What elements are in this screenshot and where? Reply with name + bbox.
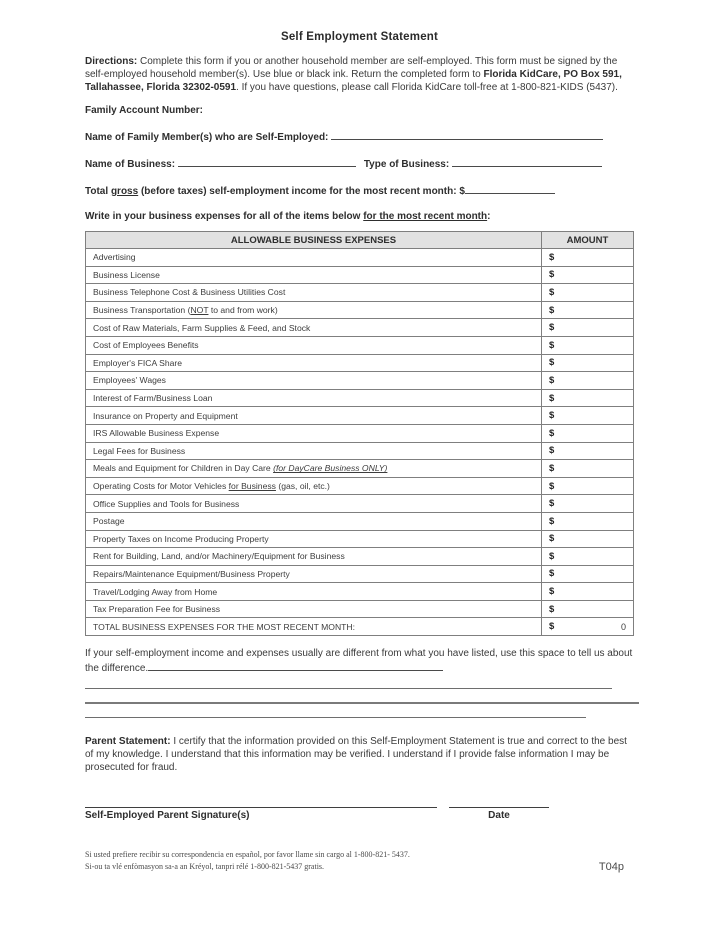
- expense-row: [86, 495, 634, 513]
- family-members-field: [85, 129, 634, 144]
- text-segment: Family Account Number:: [85, 105, 203, 116]
- text-segment: gross: [110, 186, 139, 197]
- expense-label: [86, 372, 542, 390]
- text-segment: Write in your business expenses for all of the items below: [85, 211, 364, 222]
- text-segment: Property Taxes on Income Producing Property: [93, 533, 269, 544]
- dollar-sign: $: [549, 322, 555, 334]
- expense-amount-cell: [542, 495, 634, 513]
- text-segment: :: [487, 211, 491, 222]
- form-code: T04p: [598, 861, 624, 874]
- page-content: [85, 0, 634, 873]
- expense-amount-cell: [542, 284, 634, 302]
- expense-row: [86, 372, 634, 390]
- expense-row: [86, 354, 634, 372]
- expense-label: [86, 600, 542, 618]
- expense-label: [86, 442, 542, 460]
- text-segment: Complete this form if you or another household member are self-employed. This form must be signed by the self-employed household member(s). Use blue or black ink. Return the completed form to: [85, 56, 618, 80]
- write-in-line-2: [85, 702, 639, 704]
- dollar-sign: $: [549, 533, 555, 545]
- fill-in-blank: [331, 129, 603, 140]
- text-segment: Postage: [93, 516, 125, 527]
- dollar-sign: $: [549, 410, 555, 422]
- dollar-sign: $: [549, 392, 555, 404]
- text-segment: Directions:: [85, 56, 138, 67]
- expense-label: [86, 424, 542, 442]
- amount-column-header: AMOUNT: [542, 232, 634, 249]
- business-name-type-field: [85, 156, 634, 171]
- expenses-column-header: ALLOWABLE BUSINESS EXPENSES: [86, 232, 542, 249]
- text-segment: Employer's FICA Share: [93, 357, 183, 368]
- dollar-sign: $: [549, 427, 555, 439]
- expense-row: [86, 336, 634, 354]
- total-amount-value: 0: [620, 621, 626, 632]
- text-segment: Total: [85, 186, 111, 197]
- expense-row: [86, 266, 634, 284]
- expense-label: [86, 354, 542, 372]
- text-segment: Business License: [93, 269, 160, 280]
- text-segment: for the most recent month: [363, 211, 488, 222]
- difference-paragraph: [85, 647, 634, 675]
- text-segment: Insurance on Property and Equipment: [93, 410, 238, 421]
- dollar-sign: $: [549, 603, 555, 615]
- dollar-sign: $: [549, 498, 555, 510]
- expense-row: [86, 301, 634, 319]
- gross-income-field: [85, 183, 634, 198]
- expense-amount-cell: [542, 583, 634, 601]
- text-segment: IRS Allowable Business Expense: [93, 428, 220, 439]
- expense-label: [86, 284, 542, 302]
- expense-row: [86, 319, 634, 337]
- expense-row: [86, 389, 634, 407]
- expense-row: [86, 407, 634, 425]
- expense-row: [86, 460, 634, 478]
- expense-amount-cell: [542, 424, 634, 442]
- family-account-number-label: [85, 104, 634, 117]
- expense-amount-cell: [542, 249, 634, 267]
- text-segment: (for DayCare Business ONLY): [273, 463, 388, 474]
- text-segment: for Business: [228, 481, 276, 492]
- write-in-line-1: [85, 688, 612, 689]
- language-notes: [85, 849, 410, 873]
- expense-label: [86, 389, 542, 407]
- expense-label: [86, 565, 542, 583]
- expense-amount-cell: [542, 389, 634, 407]
- expense-amount-cell: [542, 460, 634, 478]
- expense-amount-cell: [542, 319, 634, 337]
- expense-amount-cell: [542, 442, 634, 460]
- text-segment: TOTAL BUSINESS EXPENSES FOR THE MOST RECENT MONTH:: [93, 621, 355, 632]
- text-segment: Florida KidCare, PO Box 591, Tallahassee, Florida 32302-0591: [85, 69, 622, 93]
- fill-in-blank: [465, 183, 555, 194]
- dollar-sign: $: [549, 286, 555, 298]
- dollar-sign: $: [549, 445, 555, 457]
- parent-statement-paragraph: [85, 735, 634, 774]
- text-segment: Rent for Building, Land, and/or Machinery/Equipment for Business: [93, 551, 345, 562]
- text-segment: NOT: [190, 305, 209, 316]
- expense-amount-cell: [542, 512, 634, 530]
- page-footer: [85, 849, 634, 873]
- text-segment: I certify that the information provided on this Self-Employment Statement is true and correct to the best of my knowledge. I understand that this information may be verified. I understand if I provide false information I may be prosecuted for fraud.: [85, 736, 627, 774]
- signature-row: [85, 796, 634, 808]
- expense-amount-cell: [542, 565, 634, 583]
- expense-row: [86, 424, 634, 442]
- text-segment: Interest of Farm/Business Loan: [93, 393, 213, 404]
- expense-row: [86, 583, 634, 601]
- dollar-sign: $: [549, 586, 555, 598]
- dollar-sign: $: [549, 374, 555, 386]
- expense-label: [86, 266, 542, 284]
- dollar-sign: $: [549, 568, 555, 580]
- expense-label: [86, 407, 542, 425]
- text-segment: Type of Business:: [363, 159, 452, 170]
- dollar-sign: $: [549, 269, 555, 281]
- text-segment: Employees' Wages: [93, 375, 166, 386]
- text-segment: Office Supplies and Tools for Business: [93, 498, 240, 509]
- expense-label: [86, 301, 542, 319]
- expense-label: [86, 319, 542, 337]
- dollar-sign: $: [549, 304, 555, 316]
- dollar-sign: $: [549, 339, 555, 351]
- expense-amount-cell: [542, 372, 634, 390]
- expense-label: [86, 512, 542, 530]
- fill-in-blank: [148, 660, 443, 671]
- text-segment: Operating Costs for Motor Vehicles: [93, 481, 229, 492]
- creole-note: Si-ou ta vlé enfòmasyon sa-a an Kréyol, tanpri rélé 1-800-821-5437 gratis.: [85, 862, 325, 872]
- expense-amount-cell: [542, 477, 634, 495]
- text-segment: (before taxes) self-employment income for the most recent month: $: [138, 186, 465, 197]
- text-segment: Cost of Employees Benefits: [93, 340, 199, 351]
- page-title: Self Employment Statement: [280, 31, 439, 43]
- expense-label: [86, 548, 542, 566]
- date-line: [449, 796, 549, 808]
- expense-amount-cell: [542, 266, 634, 284]
- text-segment: Name of Business:: [85, 159, 178, 170]
- spanish-note: Si usted prefiere recibir su correspondencia en español, por favor llame sin cargo al 1-800-821- 5437.: [85, 850, 410, 860]
- dollar-sign: $: [549, 462, 555, 474]
- text-segment: Name of Family Member(s) who are Self-Employed:: [85, 132, 332, 143]
- text-segment: If your self-employment income and expenses usually are different from what you have listed, use this space to tell us about the difference.: [85, 648, 633, 675]
- text-segment: Travel/Lodging Away from Home: [93, 586, 218, 597]
- expense-row: [86, 548, 634, 566]
- signature-label: Self-Employed Parent Signature(s): [85, 810, 250, 822]
- expense-row: [86, 512, 634, 530]
- expense-label: [86, 583, 542, 601]
- text-segment: Business Telephone Cost & Business Utilities Cost: [93, 287, 286, 298]
- expense-label: [86, 249, 542, 267]
- expenses-table-body: [86, 249, 634, 618]
- text-segment: Tax Preparation Fee for Business: [93, 604, 221, 615]
- expense-amount-cell: [542, 548, 634, 566]
- expenses-table: [85, 231, 634, 636]
- expense-label: [86, 477, 542, 495]
- dollar-sign: $: [549, 550, 555, 562]
- expense-row: [86, 442, 634, 460]
- expenses-intro-line: [85, 210, 634, 223]
- text-segment: (gas, oil, etc.): [275, 481, 330, 492]
- text-segment: Repairs/Maintenance Equipment/Business Property: [93, 568, 290, 579]
- signature-line: [85, 796, 437, 808]
- text-segment: Business Transportation (: [93, 305, 191, 316]
- dollar-sign: $: [549, 251, 555, 263]
- expense-label: [86, 460, 542, 478]
- expense-amount-cell: [542, 301, 634, 319]
- text-segment: Legal Fees for Business: [93, 445, 186, 456]
- total-amount-cell: [542, 618, 634, 636]
- expense-amount-cell: [542, 336, 634, 354]
- dollar-sign: $: [549, 515, 555, 527]
- expense-amount-cell: [542, 600, 634, 618]
- expenses-table-header-row: [86, 232, 634, 249]
- dollar-sign: $: [549, 480, 555, 492]
- expense-row: [86, 600, 634, 618]
- text-segment: Advertising: [93, 252, 136, 263]
- total-row: [86, 618, 634, 636]
- fill-in-blank: [178, 156, 356, 167]
- dollar-sign: $: [549, 357, 555, 369]
- signature-gap: [437, 796, 449, 808]
- text-segment: Cost of Raw Materials, Farm Supplies & Feed, and Stock: [93, 322, 311, 333]
- expense-row: [86, 477, 634, 495]
- expense-amount-cell: [542, 354, 634, 372]
- text-segment: Meals and Equipment for Children in Day Care: [93, 463, 274, 474]
- dollar-sign: $: [549, 621, 555, 633]
- text-segment: Parent Statement:: [85, 736, 171, 748]
- expense-row: [86, 565, 634, 583]
- expense-row: [86, 284, 634, 302]
- expense-row: [86, 530, 634, 548]
- text-segment: to and from work): [208, 305, 278, 316]
- expense-label: [86, 530, 542, 548]
- date-label: Date: [488, 810, 510, 822]
- signature-labels: [85, 810, 634, 821]
- expense-row: [86, 249, 634, 267]
- expense-label: [86, 336, 542, 354]
- expense-amount-cell: [542, 407, 634, 425]
- directions-paragraph: [85, 55, 634, 94]
- fill-in-blank: [452, 156, 602, 167]
- expense-label: [86, 495, 542, 513]
- text-segment: . If you have questions, please call Florida KidCare toll-free at 1-800-821-KIDS (5437).: [236, 82, 618, 93]
- expense-amount-cell: [542, 530, 634, 548]
- write-in-line-3: [85, 717, 586, 718]
- total-label: [86, 618, 542, 636]
